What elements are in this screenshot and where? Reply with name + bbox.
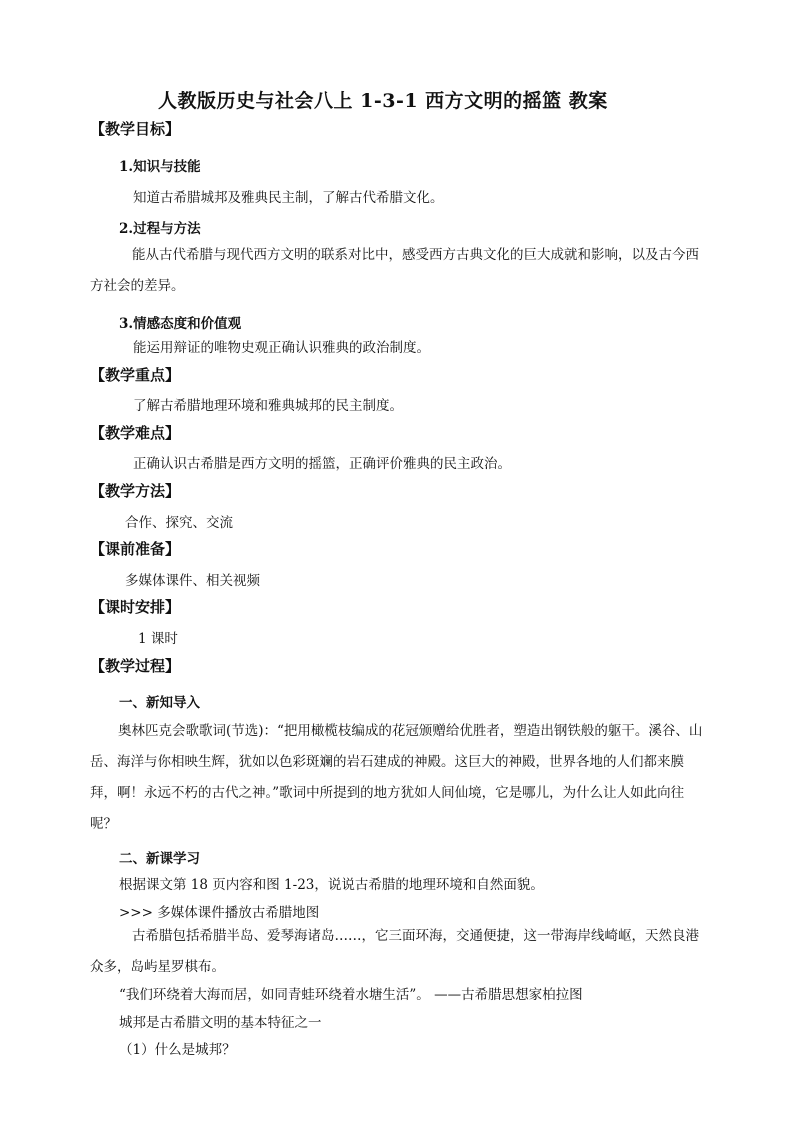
schedule-heading: 【课时安排】: [90, 598, 181, 616]
section-2-line-3: 古希腊包括希腊半岛、爱琴海诸岛……，它三面环海，交通便捷，这一带海岸线崎岖，天然良港众多，岛屿星罗棋布。: [90, 928, 699, 975]
section-2-line-2: >>> 多媒体课件播放古希腊地图: [119, 905, 320, 921]
difficulties-heading: 【教学难点】: [90, 424, 181, 442]
objective-1-title: 1.知识与技能: [119, 159, 201, 175]
section-2-title: 二、新课学习: [119, 851, 200, 867]
key-points-text: 了解古希腊地理环境和雅典城邦的民主制度。: [133, 398, 403, 414]
objective-3-title: 3.情感态度和价值观: [119, 316, 242, 332]
objectives-heading: 【教学目标】: [90, 120, 181, 138]
section-1-title: 一、新知导入: [119, 695, 200, 711]
section-1-text: 奥林匹克会歌歌词(节选)：“把用橄榄枝编成的花冠颁赠给优胜者，塑造出钢铁般的躯干。溪谷、山岳、海洋与你相映生辉，犹如以色彩斑斓的岩石建成的神殿。这巨大的神殿，世界各地的人们都来膜拜，啊！永远不朽的古代之神。”歌词中所提到的地方犹如人间仙境，它是哪儿，为什么让人如此向往呢？: [90, 723, 703, 832]
methods-text: 合作、探究、交流: [125, 515, 233, 531]
objective-1-text: 知道古希腊城邦及雅典民主制，了解古代希腊文化。: [133, 190, 444, 206]
methods-heading: 【教学方法】: [90, 482, 181, 500]
objective-2-text: 能从古代希腊与现代西方文明的联系对比中，感受西方古典文化的巨大成就和影响，以及古今西方社会的差异。: [90, 247, 699, 294]
difficulties-text: 正确认识古希腊是西方文明的摇篮，正确评价雅典的民主政治。: [133, 456, 511, 472]
preparation-text: 多媒体课件、相关视频: [125, 573, 260, 589]
section-2-line-4: 城邦是古希腊文明的基本特征之一: [119, 1015, 322, 1031]
objective-2-title: 2.过程与方法: [119, 221, 201, 237]
objective-3-text: 能运用辩证的唯物史观正确认识雅典的政治制度。: [133, 340, 430, 356]
section-2-line-5: （1）什么是城邦？: [119, 1042, 236, 1058]
plato-quote: “我们环绕着大海而居，如同青蛙环绕着水塘生活”。 ——古希腊思想家柏拉图: [119, 987, 583, 1003]
process-heading: 【教学过程】: [90, 657, 181, 675]
schedule-text: 1 课时: [138, 631, 178, 647]
section-2-line-1: 根据课文第 18 页内容和图 1-23，说说古希腊的地理环境和自然面貌。: [119, 877, 544, 893]
key-points-heading: 【教学重点】: [90, 366, 181, 384]
preparation-heading: 【课前准备】: [90, 540, 181, 558]
page-title: 人教版历史与社会八上 1-3-1 西方文明的摇篮 教案: [158, 90, 608, 112]
